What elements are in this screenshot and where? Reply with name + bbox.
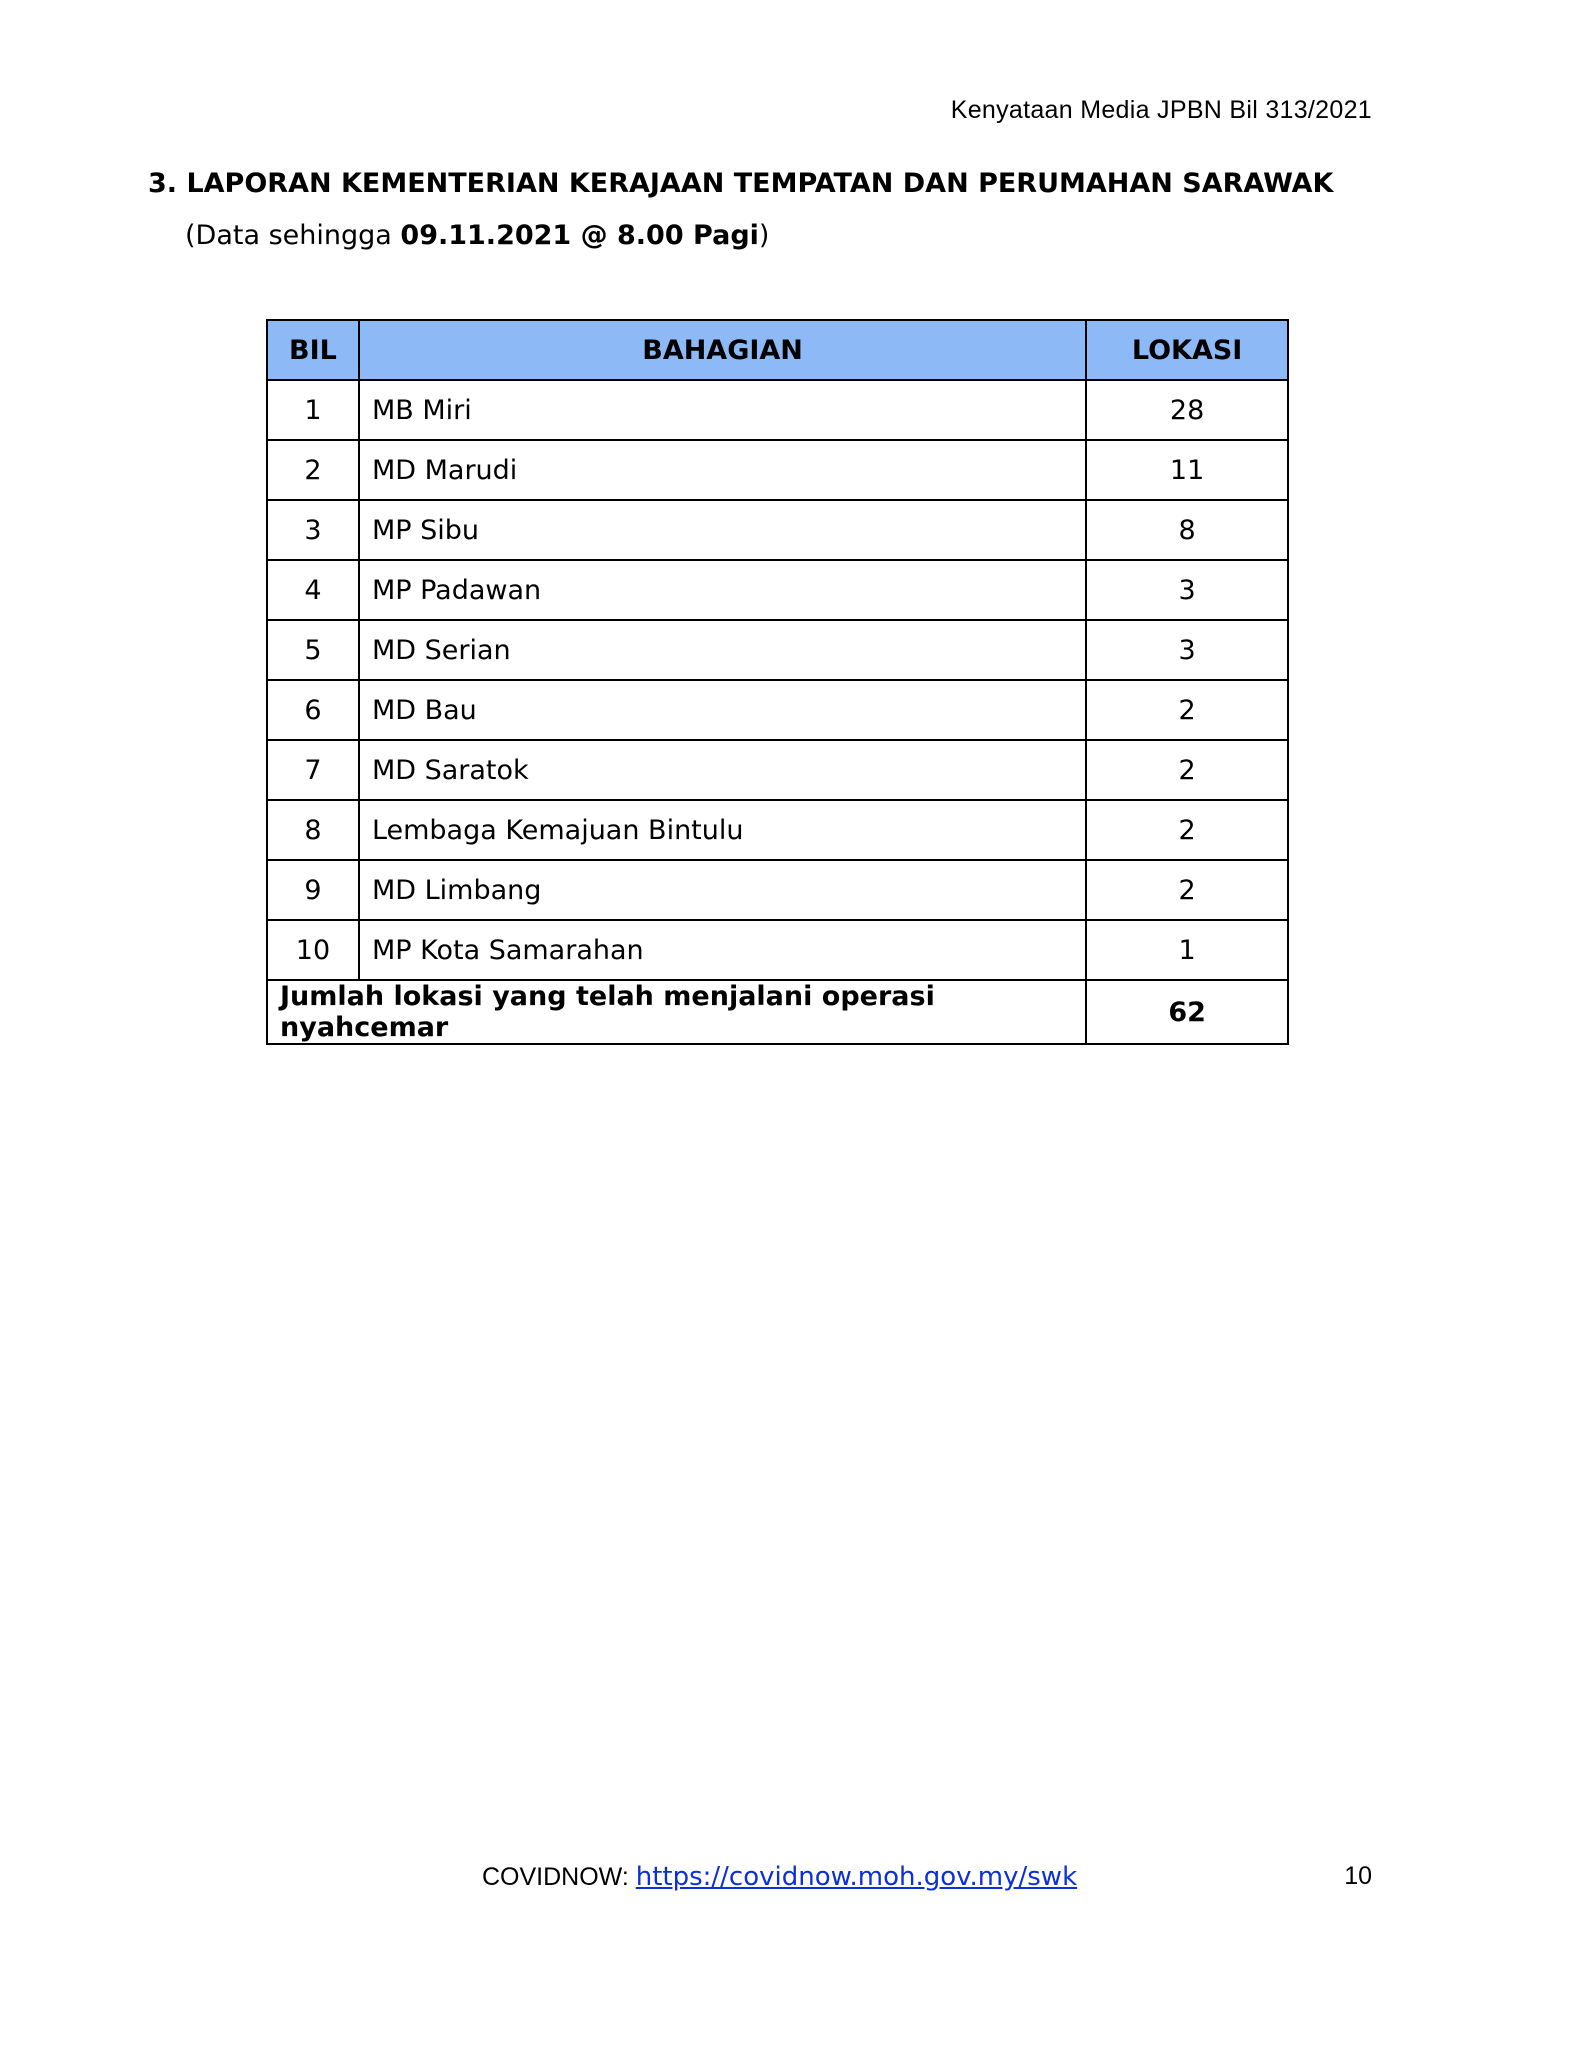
- footer: [482, 1862, 1077, 1892]
- cell-bil: 10: [267, 920, 359, 980]
- table-row: [267, 620, 1288, 680]
- cell-bil: 3: [267, 500, 359, 560]
- cell-bil: 9: [267, 860, 359, 920]
- cell-bahagian: Lembaga Kemajuan Bintulu: [359, 800, 1086, 860]
- cell-bahagian: MP Padawan: [359, 560, 1086, 620]
- table-row: [267, 800, 1288, 860]
- footer-label: COVIDNOW:: [482, 1863, 636, 1891]
- cell-bahagian: MB Miri: [359, 380, 1086, 440]
- document-reference: Kenyataan Media JPBN Bil 313/2021: [950, 96, 1372, 124]
- cell-bahagian: MD Bau: [359, 680, 1086, 740]
- cell-bil: 2: [267, 440, 359, 500]
- cell-bahagian: MD Marudi: [359, 440, 1086, 500]
- cell-bahagian: MD Limbang: [359, 860, 1086, 920]
- subtitle-suffix: ): [758, 220, 770, 251]
- table-row: [267, 380, 1288, 440]
- header-bil: BIL: [267, 320, 359, 380]
- section-title: 3. LAPORAN KEMENTERIAN KERAJAAN TEMPATAN DAN PERUMAHAN SARAWAK: [148, 168, 1334, 199]
- cell-lokasi: 2: [1086, 680, 1288, 740]
- cell-bil: 5: [267, 620, 359, 680]
- table-header-row: [267, 320, 1288, 380]
- page-number: 10: [1344, 1862, 1372, 1890]
- total-value: 62: [1086, 980, 1288, 1044]
- cell-bahagian: MP Kota Samarahan: [359, 920, 1086, 980]
- cell-lokasi: 11: [1086, 440, 1288, 500]
- cell-bahagian: MP Sibu: [359, 500, 1086, 560]
- cell-lokasi: 28: [1086, 380, 1288, 440]
- cell-bil: 8: [267, 800, 359, 860]
- header-lokasi: LOKASI: [1086, 320, 1288, 380]
- table-row: [267, 680, 1288, 740]
- covidnow-link[interactable]: https://covidnow.moh.gov.my/swk: [635, 1862, 1078, 1892]
- table-row: [267, 860, 1288, 920]
- total-label: Jumlah lokasi yang telah menjalani operasi nyahcemar: [267, 980, 1086, 1044]
- table-row: [267, 740, 1288, 800]
- table-row: [267, 500, 1288, 560]
- cell-bil: 7: [267, 740, 359, 800]
- location-report-table: [266, 319, 1289, 1045]
- cell-lokasi: 1: [1086, 920, 1288, 980]
- cell-bil: 1: [267, 380, 359, 440]
- cell-lokasi: 2: [1086, 860, 1288, 920]
- cell-bil: 4: [267, 560, 359, 620]
- table-row: [267, 920, 1288, 980]
- cell-lokasi: 3: [1086, 560, 1288, 620]
- table-total-row: [267, 980, 1288, 1044]
- cell-bil: 6: [267, 680, 359, 740]
- table-row: [267, 440, 1288, 500]
- cell-bahagian: MD Serian: [359, 620, 1086, 680]
- table-row: [267, 560, 1288, 620]
- cell-lokasi: 2: [1086, 740, 1288, 800]
- cell-lokasi: 8: [1086, 500, 1288, 560]
- subtitle-prefix: (Data sehingga: [185, 220, 401, 251]
- cell-bahagian: MD Saratok: [359, 740, 1086, 800]
- header-bahagian: BAHAGIAN: [359, 320, 1086, 380]
- section-subtitle: [185, 220, 769, 251]
- subtitle-date: 09.11.2021 @ 8.00 Pagi: [400, 220, 759, 251]
- cell-lokasi: 3: [1086, 620, 1288, 680]
- cell-lokasi: 2: [1086, 800, 1288, 860]
